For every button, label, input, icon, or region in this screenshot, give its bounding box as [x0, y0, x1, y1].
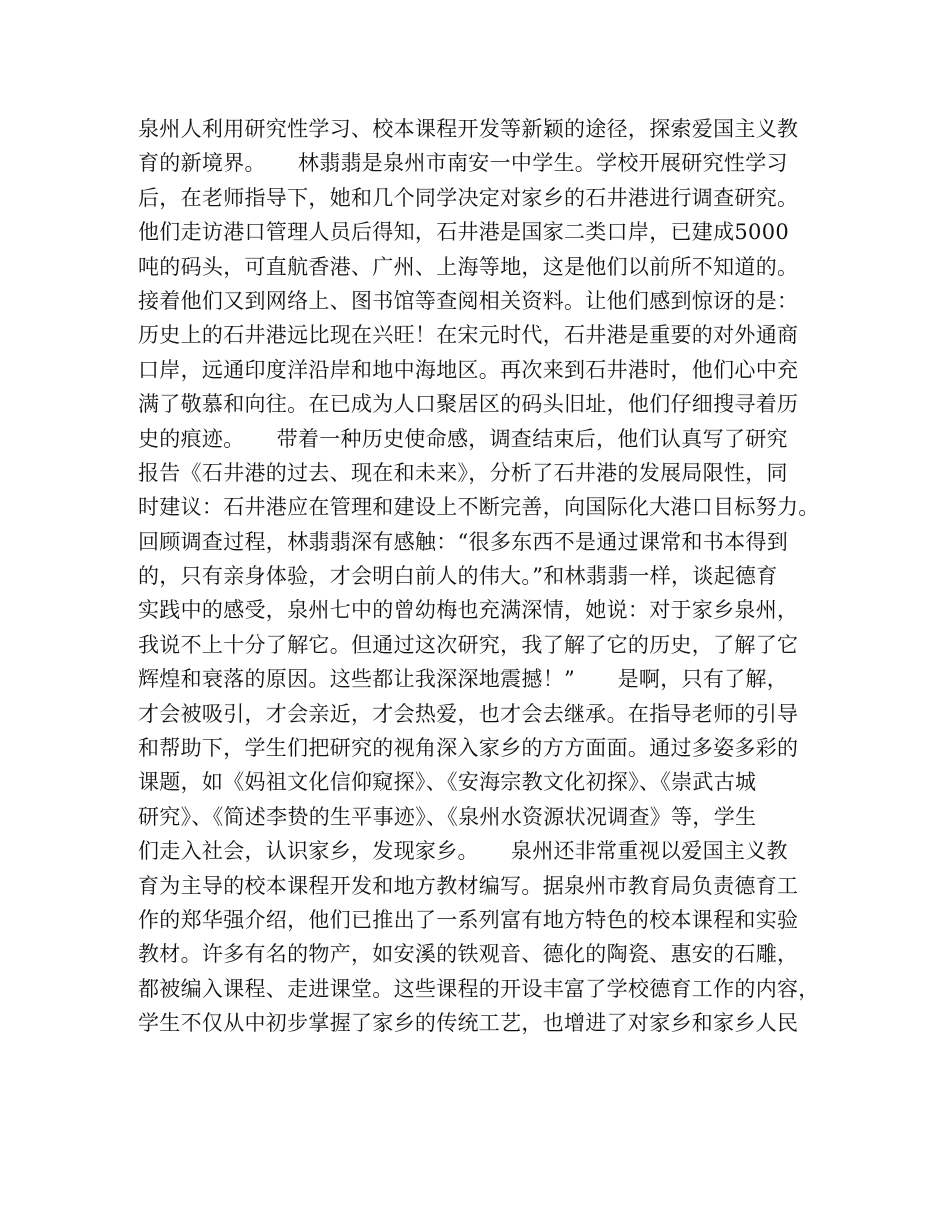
body-text: [138, 112, 828, 1041]
text-line: 作的郑华强介绍，他们已推出了一系列富有地方特色的校本课程和实验: [138, 907, 799, 932]
text-line: 史的痕迹。 带着一种历史使命感，调查结束后，他们认真写了研究: [138, 426, 788, 451]
text-line: 报告《石井港的过去、现在和未来》，分析了石井港的发展局限性，同: [138, 460, 788, 485]
text-line: 教材。许多有名的物产，如安溪的铁观音、德化的陶瓷、惠安的石雕，: [138, 942, 799, 967]
text-line: 研究》、《简述李贽的生平事迹》、《泉州水资源状况调查》等，学生: [138, 804, 757, 829]
text-line: 我说不上十分了解它。但通过这次研究，我了解了它的历史，了解了它: [138, 632, 799, 657]
text-line: 回顾调查过程，林翡翡深有感触：“很多东西不是通过课常和书本得到: [138, 529, 789, 554]
text-line: 接着他们又到网络上、图书馆等查阅相关资料。让他们感到惊讶的是：: [138, 288, 799, 313]
text-line: 们走入社会，认识家乡，发现家乡。 泉州还非常重视以爱国主义教: [138, 839, 788, 864]
text-line: 育的新境界。 林翡翡是泉州市南安一中学生。学校开展研究性学习: [138, 151, 788, 176]
text-line: 辉煌和衰落的原因。这些都让我深深地震撼！” 是啊，只有了解，: [138, 667, 789, 692]
text-line: 满了敬慕和向往。在已成为人口聚居区的码头旧址，他们仔细搜寻着历: [138, 392, 799, 417]
text-line: 口岸，远通印度洋沿岸和地中海地区。再次来到石井港时，他们心中充: [138, 357, 799, 382]
text-line: 都被编入课程、走进课堂。这些课程的开设丰富了学校德育工作的内容，: [138, 976, 820, 1001]
text-line: 实践中的感受，泉州七中的曾幼梅也充满深情，她说：对于家乡泉州，: [138, 598, 799, 623]
text-line: 时建议：石井港应在管理和建设上不断完善，向国际化大港口目标努力。: [138, 495, 820, 520]
text-line: 育为主导的校本课程开发和地方教材编写。据泉州市教育局负责德育工: [138, 873, 799, 898]
text-line: 课题，如《妈祖文化信仰窥探》、《安海宗教文化初探》、《崇武古城: [138, 770, 757, 795]
text-line: 泉州人利用研究性学习、校本课程开发等新颖的途径，探索爱国主义教: [138, 117, 799, 141]
text-line: 的，只有亲身体验，才会明白前人的伟大。”和林翡翡一样，谈起德育: [138, 564, 778, 589]
text-line: 和帮助下，学生们把研究的视角深入家乡的方方面面。通过多姿多彩的: [138, 736, 799, 761]
text-line: 后，在老师指导下，她和几个同学决定对家乡的石井港进行调查研究。: [138, 185, 799, 210]
text-line: 吨的码头，可直航香港、广州、上海等地，这是他们以前所不知道的。: [138, 254, 799, 279]
text-line: 历史上的石井港远比现在兴旺！在宋元时代，石井港是重要的对外通商: [138, 323, 799, 348]
text-line: 学生不仅从中初步掌握了家乡的传统工艺，也增进了对家乡和家乡人民: [138, 1011, 799, 1036]
text-line: 才会被吸引，才会亲近，才会热爱，也才会去继承。在指导老师的引导: [138, 701, 799, 726]
text-line: 他们走访港口管理人员后得知，石井港是国家二类口岸，已建成5000: [138, 220, 790, 245]
